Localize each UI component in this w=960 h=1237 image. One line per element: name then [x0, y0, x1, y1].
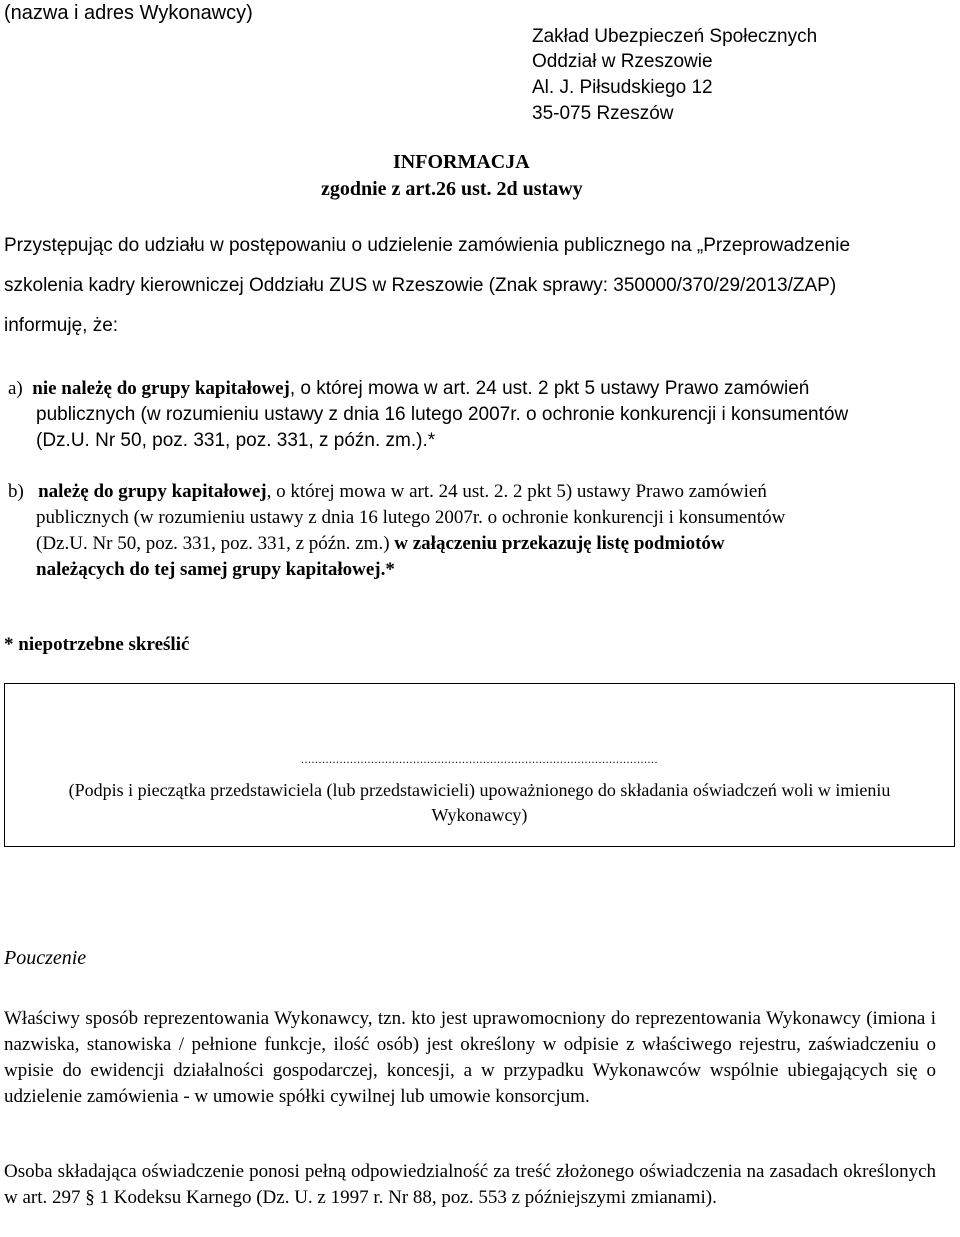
signature-dots: ...................................................................................................... [301, 752, 658, 766]
option-a-line-2: publicznych (w rozumieniu ustawy z dnia 16 lutego 2007r. o ochronie konkurencji i konsumentów [36, 404, 849, 425]
signature-caption-line-1: (Podpis i pieczątka przedstawiciela (lub przedstawicieli) upoważnionego do składania oświadczeń woli w imieniu [68, 780, 891, 800]
doc-title: INFORMACJA [393, 151, 530, 173]
option-a-bold: nie należę do grupy kapitałowej [32, 378, 290, 399]
option-b [8, 479, 767, 504]
contractor-placeholder: (nazwa i adres Wykonawcy) [4, 2, 253, 24]
option-a-line-3: (Dz.U. Nr 50, poz. 331, poz. 331, z późn. zm.).* [36, 430, 436, 451]
instruction-heading: Pouczenie [4, 947, 87, 969]
option-b-line-3-plain: (Dz.U. Nr 50, poz. 331, poz. 331, z późn. zm.) [36, 533, 390, 554]
intro-line-1: Przystępując do udziału w postępowaniu o udzielenie zamówienia publicznego na „Przeprowadzenie [4, 235, 851, 256]
option-b-bold: należę do grupy kapitałowej [38, 481, 267, 502]
addressee-line-4: 35-075 Rzeszów [532, 103, 674, 124]
option-b-line-2: publicznych (w rozumieniu ustawy z dnia 16 lutego 2007r. o ochronie konkurencji i konsumentów [36, 507, 786, 528]
doc-subtitle: zgodnie z art.26 ust. 2d ustawy [321, 178, 583, 200]
option-b-rest: , o której mowa w art. 24 ust. 2. 2 pkt 5) ustawy Prawo zamówień [266, 481, 767, 502]
intro-line-3: informuję, że: [4, 315, 119, 336]
option-b-line-3 [36, 531, 725, 556]
signature-caption-line-2: Wykonawcy) [431, 805, 528, 825]
option-a-rest: , o której mowa w art. 24 ust. 2 pkt 5 ustawy Prawo zamówień [289, 378, 810, 399]
signature-box [4, 683, 955, 847]
addressee-line-2: Oddział w Rzeszowie [532, 51, 713, 72]
option-a [8, 376, 809, 401]
addressee-line-3: Al. J. Piłsudskiego 12 [532, 77, 713, 98]
intro-line-2: szkolenia kadry kierowniczej Oddziału ZUS w Rzeszowie (Znak sprawy: 350000/370/29/2013/ZAP) [4, 275, 837, 296]
instruction-paragraph-2: Osoba składająca oświadczenie ponosi pełną odpowiedzialność za treść złożonego oświadczenia na zasadach określonych w art. 297 § 1 Kodeksu Karnego (Dz. U. z 1997 r. Nr 88, poz. 553 z późniejszymi zmianami). [4, 1161, 936, 1208]
option-b-marker: b) [8, 481, 24, 502]
footnote: * niepotrzebne skreślić [4, 634, 190, 655]
option-b-line-3-bold: w załączeniu przekazuję listę podmiotów [389, 533, 725, 554]
addressee-line-1: Zakład Ubezpieczeń Społecznych [532, 26, 818, 47]
option-a-marker: a) [8, 378, 23, 399]
instruction-paragraph-1: Właściwy sposób reprezentowania Wykonawcy, tzn. kto jest uprawomocniony do reprezentowania Wykonawcy (imiona i nazwiska, stanowiska / pełnione funkcje, ilość osób) jest określony w odpisie z właściwego rejestru, zaświadczeniu o wpisie do ewidencji działalności gospodarczej, koncesji, a w przypadku Wykonawców wspólnie ubiegających się o udzielenie zamówienia - w umowie spółki cywilnej lub umowie konsorcjum. [4, 1008, 936, 1107]
option-b-line-4: należących do tej samej grupy kapitałowej.* [36, 559, 395, 580]
